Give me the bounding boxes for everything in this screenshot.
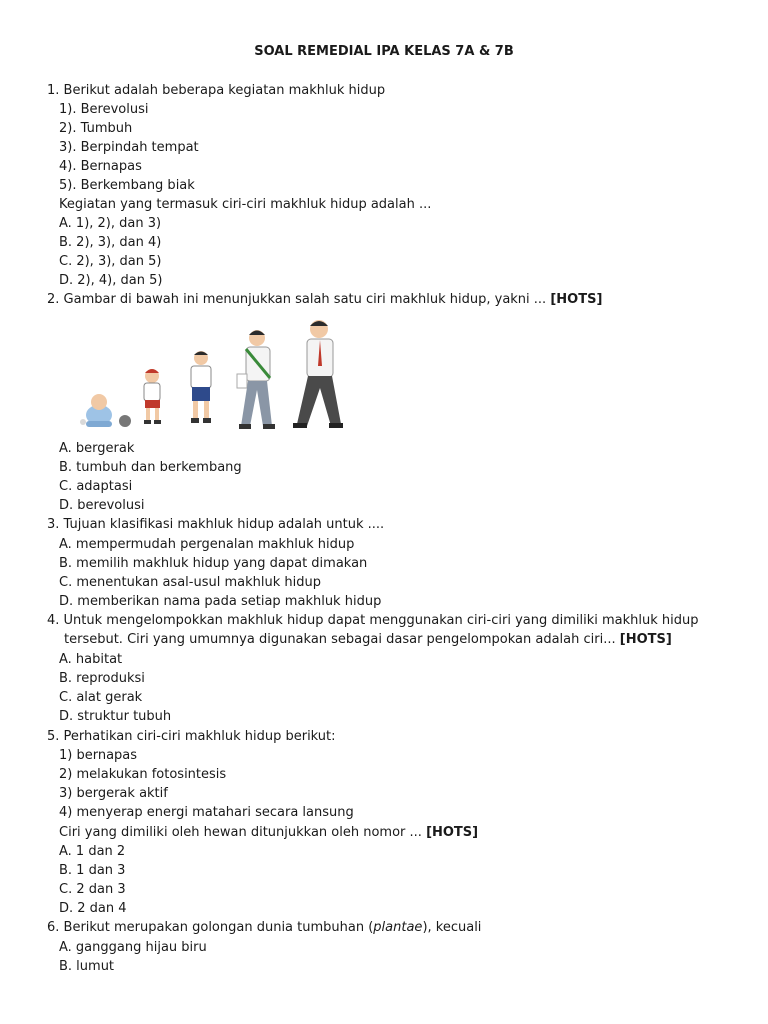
q3-option-a: A. mempermudah pergenalan makhluk hidup [59, 537, 355, 552]
q2-option-a: A. bergerak [59, 441, 135, 456]
q1-item: 2). Tumbuh [59, 121, 133, 136]
q2-option-d: D. berevolusi [59, 498, 145, 513]
q5-item: 2) melakukan fotosintesis [59, 767, 227, 782]
q4-stem-line-2 [64, 632, 672, 648]
q2-option-c: C. adaptasi [59, 479, 133, 494]
q3-option-c: C. menentukan asal-usul makhluk hidup [59, 575, 321, 590]
q4-option-c: C. alat gerak [59, 690, 143, 705]
q1-option-d: D. 2), 4), dan 5) [59, 273, 163, 288]
adult-figure [293, 320, 343, 428]
q1-item: 4). Bernapas [59, 159, 142, 174]
q1-item: 1). Berevolusi [59, 102, 149, 117]
q6-stem-end: ), kecuali [422, 920, 482, 935]
q5-option-d: D. 2 dan 4 [59, 901, 127, 916]
child-figure [144, 369, 161, 424]
q1-item: 3). Berpindah tempat [59, 140, 199, 155]
q1-stem: 1. Berikut adalah beberapa kegiatan makhluk hidup [47, 83, 386, 98]
q1-option-b: B. 2), 3), dan 4) [59, 235, 162, 250]
q5-question: Ciri yang dimiliki oleh hewan ditunjukkan oleh nomor ... [59, 825, 422, 840]
teenager-figure [237, 330, 275, 429]
q4-option-a: A. habitat [59, 652, 123, 667]
q5-option-a: A. 1 dan 2 [59, 844, 126, 859]
hots-tag: [HOTS] [550, 292, 603, 307]
q1-option-a: A. 1), 2), dan 3) [59, 216, 162, 231]
q4-option-b: B. reproduksi [59, 671, 145, 686]
q4-stem: 4. Untuk mengelompokkan makhluk hidup dapat menggunakan ciri-ciri yang dimiliki makhluk hidup [47, 613, 699, 628]
baby-figure [80, 394, 131, 427]
q5-item: 3) bergerak aktif [59, 786, 168, 801]
q6-stem-line [47, 920, 481, 936]
human-growth-stages-illustration [75, 318, 365, 436]
q2-stem: 2. Gambar di bawah ini menunjukkan salah satu ciri makhluk hidup, yakni ... [47, 292, 547, 307]
hots-tag: [HOTS] [619, 632, 672, 647]
q5-option-c: C. 2 dan 3 [59, 882, 126, 897]
q3-option-d: D. memberikan nama pada setiap makhluk hidup [59, 594, 382, 609]
page-title: SOAL REMEDIAL IPA KELAS 7A & 7B [254, 44, 514, 59]
hots-tag: [HOTS] [426, 825, 479, 840]
q4-stem-continued: tersebut. Ciri yang umumnya digunakan sebagai dasar pengelompokan adalah ciri... [64, 632, 616, 647]
q1-question: Kegiatan yang termasuk ciri-ciri makhluk hidup adalah ... [59, 197, 432, 212]
q4-option-d: D. struktur tubuh [59, 709, 172, 724]
q5-item: 1) bernapas [59, 748, 138, 763]
q5-question-line [59, 825, 478, 841]
q5-item: 4) menyerap energi matahari secara lansung [59, 805, 354, 820]
q1-item: 5). Berkembang biak [59, 178, 195, 193]
q6-stem-italic: plantae [373, 920, 423, 935]
q5-option-b: B. 1 dan 3 [59, 863, 126, 878]
q6-stem: 6. Berikut merupakan golongan dunia tumbuhan ( [47, 920, 374, 935]
q3-option-b: B. memilih makhluk hidup yang dapat dimakan [59, 556, 368, 571]
q3-stem: 3. Tujuan klasifikasi makhluk hidup adalah untuk .... [47, 517, 385, 532]
q5-stem: 5. Perhatikan ciri-ciri makhluk hidup berikut: [47, 729, 336, 744]
q6-option-a: A. ganggang hijau biru [59, 940, 207, 955]
q6-option-b: B. lumut [59, 959, 115, 974]
q2-stem-line [47, 292, 602, 308]
q2-option-b: B. tumbuh dan berkembang [59, 460, 242, 475]
schoolchild-figure [191, 351, 211, 423]
q1-option-c: C. 2), 3), dan 5) [59, 254, 162, 269]
